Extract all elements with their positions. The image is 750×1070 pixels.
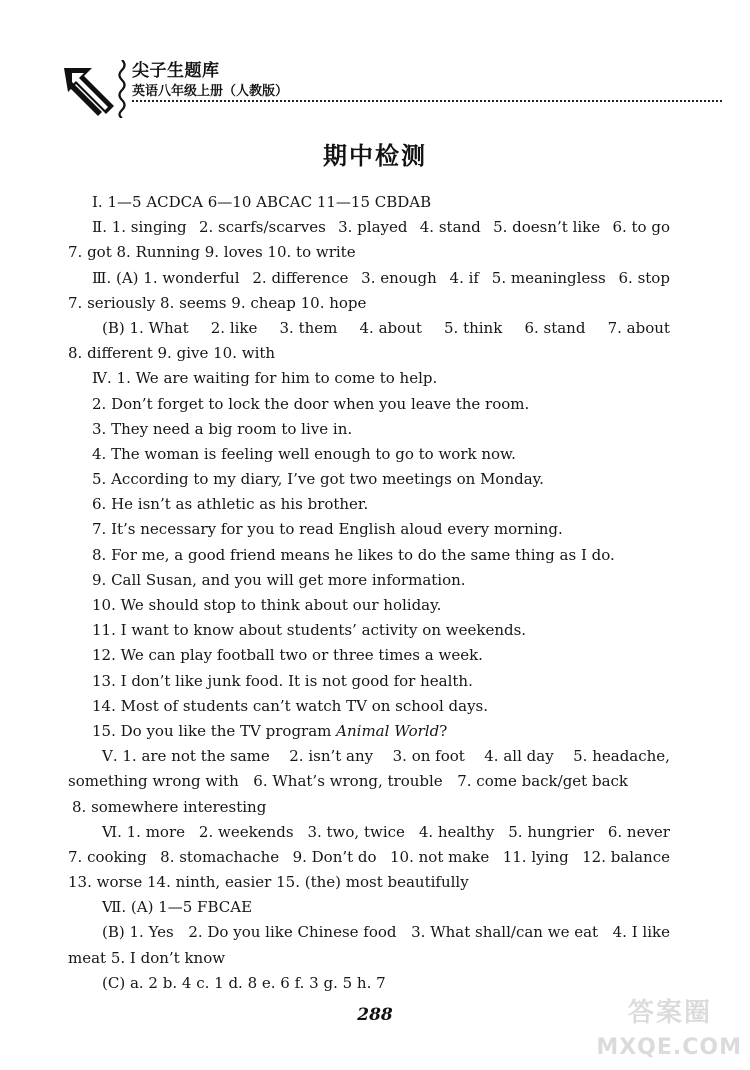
answer-line: Ⅱ. 1. singing 2. scarfs/scarves 3. played 4. stand 5. doesn’t like 6. to go (92, 218, 670, 237)
answer-line: Ⅴ. 1. are not the same 2. isn’t any 3. on foot 4. all day 5. headache, (102, 747, 670, 766)
answer-line: Ⅰ. 1—5 ACDCA 6—10 ABCAC 11—15 CBDAB (92, 193, 432, 211)
answer-line: (B) 1. Yes 2. Do you like Chinese food 3. What shall/can we eat 4. I like (102, 923, 670, 942)
watermark-logo-text: 答案圈 (627, 998, 712, 1028)
answer-line: (C) a. 2 b. 4 c. 1 d. 8 e. 6 f. 3 g. 5 h. 7 (102, 973, 386, 992)
watermark (592, 992, 742, 1062)
answer-line: 3. They need a big room to live in. (92, 419, 353, 438)
answer-line: 8. For me, a good friend means he likes to do the same thing as I do. (92, 545, 615, 564)
series-title: 尖子生题库 (132, 61, 220, 81)
answer-line: 7. cooking 8. stomachache 9. Don’t do 10. not make 11. lying 12. balance (68, 847, 670, 866)
answer-line: Ⅶ. (A) 1—5 FBCAE (102, 898, 253, 917)
answer-line: Ⅲ. (A) 1. wonderful 2. difference 3. enough 4. if 5. meaningless 6. stop (92, 268, 670, 287)
answer-line: 7. It’s necessary for you to read English aloud every morning. (92, 520, 563, 539)
answer-line: 11. I want to know about students’ activity on weekends. (92, 621, 527, 640)
answer-line: meat 5. I don’t know (68, 948, 226, 967)
answer-line: 13. I don’t like junk food. It is not good for health. (92, 671, 473, 690)
header-dotted-rule (132, 100, 722, 102)
page-title: 期中检测 (323, 142, 427, 170)
answer-line: 6. He isn’t as athletic as his brother. (92, 495, 369, 514)
answer-line: 13. worse 14. ninth, easier 15. (the) most beautifully (68, 873, 469, 892)
answer-line: 8. different 9. give 10. with (68, 344, 276, 363)
answer-line: Ⅳ. 1. We are waiting for him to come to help. (92, 369, 438, 388)
watermark-url: MXQE.COM (596, 1035, 742, 1060)
answer-line: Ⅵ. 1. more 2. weekends 3. two, twice 4. healthy 5. hungrier 6. never (102, 822, 670, 841)
squiggle-divider (116, 60, 128, 118)
answer-line: 4. The woman is feeling well enough to go to work now. (92, 444, 516, 463)
answer-line: 9. Call Susan, and you will get more information. (92, 570, 466, 589)
answer-line: (B) 1. What 2. like 3. them 4. about 5. think 6. stand 7. about (102, 318, 670, 337)
answer-line: 7. seriously 8. seems 9. cheap 10. hope (68, 293, 367, 312)
answer-line: 5. According to my diary, I’ve got two meetings on Monday. (92, 470, 544, 489)
answer-line: something wrong with 6. What’s wrong, trouble 7. come back/get back (68, 772, 628, 791)
answer-line: 7. got 8. Running 9. loves 10. to write (68, 243, 356, 262)
page-number: 288 (357, 1005, 393, 1025)
answer-line: 15. Do you like the TV program Animal World? (92, 721, 448, 740)
page-header (62, 54, 662, 124)
answer-line: 2. Don’t forget to lock the door when you leave the room. (92, 394, 530, 413)
answer-line: 8. somewhere interesting (72, 797, 267, 816)
arrow-logo-icon (62, 62, 122, 122)
book-subtitle: 英语八年级上册（人教版） (132, 84, 289, 99)
answer-line: 12. We can play football two or three times a week. (92, 646, 483, 665)
answer-content (68, 190, 670, 996)
answer-line: 14. Most of students can’t watch TV on school days. (92, 696, 489, 715)
answer-line: 10. We should stop to think about our holiday. (92, 596, 442, 614)
